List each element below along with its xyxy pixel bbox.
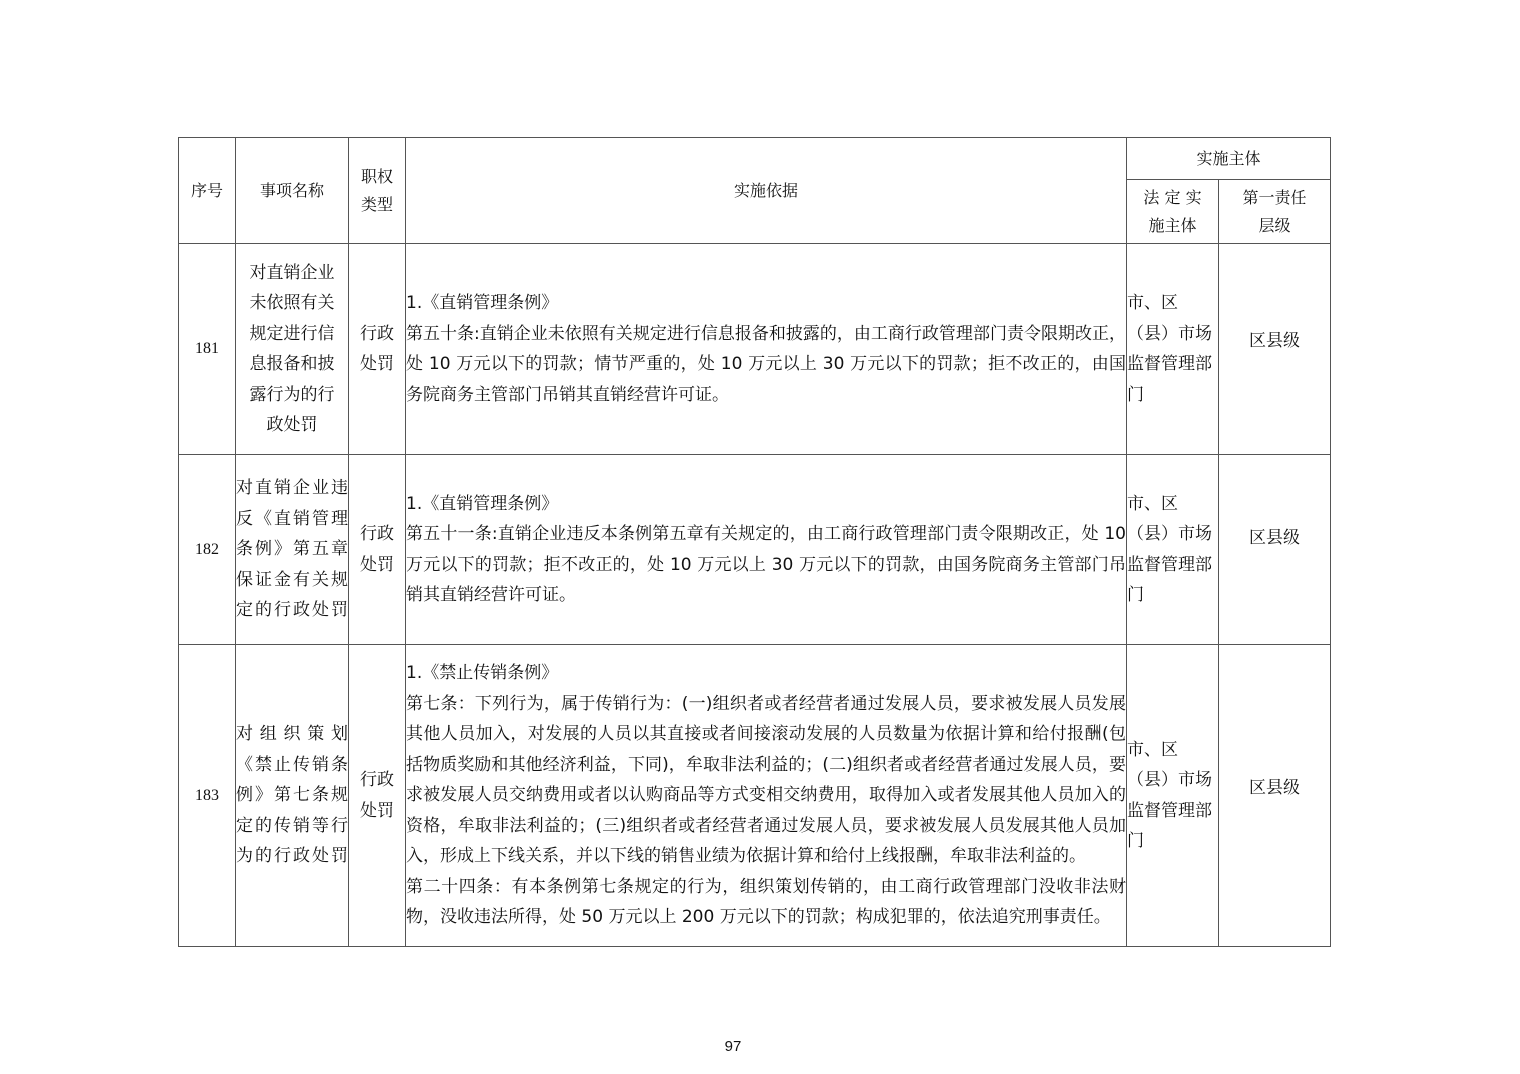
basis-law-title: 1.《直销管理条例》 [406, 293, 559, 313]
header-type: 职权类型 [349, 138, 406, 244]
row-type: 行政处罚 [349, 244, 406, 455]
page-number: 97 [724, 1038, 742, 1055]
header-row [179, 138, 1331, 180]
table-row [179, 455, 1331, 645]
row-basis [406, 244, 1127, 455]
table-row [179, 645, 1331, 947]
header-subject-group: 实施主体 [1127, 138, 1331, 180]
row-name: 对组织策划《禁止传销条例》第七条规定的传销等行为的行政处罚 [236, 645, 349, 947]
row-type: 行政处罚 [349, 645, 406, 947]
row-legal-subject: 市、区（县）市场监督管理部门 [1127, 455, 1219, 645]
basis-law-title: 1.《直销管理条例》 [406, 493, 559, 514]
row-seq: 183 [179, 645, 236, 947]
row-basis [406, 455, 1127, 645]
basis-article: 第五十一条:直销企业违反本条例第五章有关规定的，由工商行政管理部门责令限期改正，处 10 万元以下的罚款；拒不改正的，处 10 万元以上 30 万元以下的罚款，由国务院商务主管部门吊销其直销经营许可证。 [406, 524, 1126, 605]
row-seq: 181 [179, 244, 236, 455]
basis-article: 第七条：下列行为，属于传销行为：(一)组织者或者经营者通过发展人员，要求被发展人员发展其他人员加入，对发展的人员以其直接或者间接滚动发展的人员数量为依据计算和给付报酬(包括物质奖励和其他经济利益，下同)，牟取非法利益的；(二)组织者或者经营者通过发展人员，要求被发展人员交纳费用或者以认购商品等方式变相交纳费用，取得加入或者发展其他人员加入的资格，牟取非法利益的；(三)组织者或者经营者通过发展人员，要求被发展人员发展其他人员加入，形成上下线关系，并以下线的销售业绩为依据计算和给付上线报酬，牟取非法利益的。 [406, 693, 1126, 867]
row-name: 对直销企业未依照有关规定进行信息报备和披露行为的行政处罚 [236, 244, 349, 455]
row-level: 区县级 [1219, 645, 1331, 947]
row-level: 区县级 [1219, 244, 1331, 455]
row-basis [406, 645, 1127, 947]
table-row [179, 244, 1331, 455]
basis-law-title: 1.《禁止传销条例》 [406, 663, 559, 684]
header-basis: 实施依据 [406, 138, 1127, 244]
basis-article: 第二十四条：有本条例第七条规定的行为，组织策划传销的，由工商行政管理部门没收非法财物，没收违法所得，处 50 万元以上 200 万元以下的罚款；构成犯罪的，依法追究刑事责任。 [406, 876, 1126, 928]
row-type: 行政处罚 [349, 455, 406, 645]
enforcement-table [178, 137, 1331, 947]
basis-article: 第五十条:直销企业未依照有关规定进行信息报备和披露的，由工商行政管理部门责令限期改正，处 10 万元以下的罚款；情节严重的，处 10 万元以上 30 万元以下的罚款；拒不改正的，由国务院商务主管部门吊销其直销经营许可证。 [406, 323, 1126, 405]
row-name: 对直销企业违反《直销管理条例》第五章保证金有关规定的行政处罚 [236, 455, 349, 645]
row-level: 区县级 [1219, 455, 1331, 645]
header-name: 事项名称 [236, 138, 349, 244]
row-legal-subject: 市、区（县）市场监督管理部门 [1127, 645, 1219, 947]
row-seq: 182 [179, 455, 236, 645]
header-responsibility-level: 第一责任层级 [1219, 180, 1331, 244]
header-seq: 序号 [179, 138, 236, 244]
row-legal-subject: 市、区（县）市场监督管理部门 [1127, 244, 1219, 455]
header-legal-subject: 法 定 实施主体 [1127, 180, 1219, 244]
